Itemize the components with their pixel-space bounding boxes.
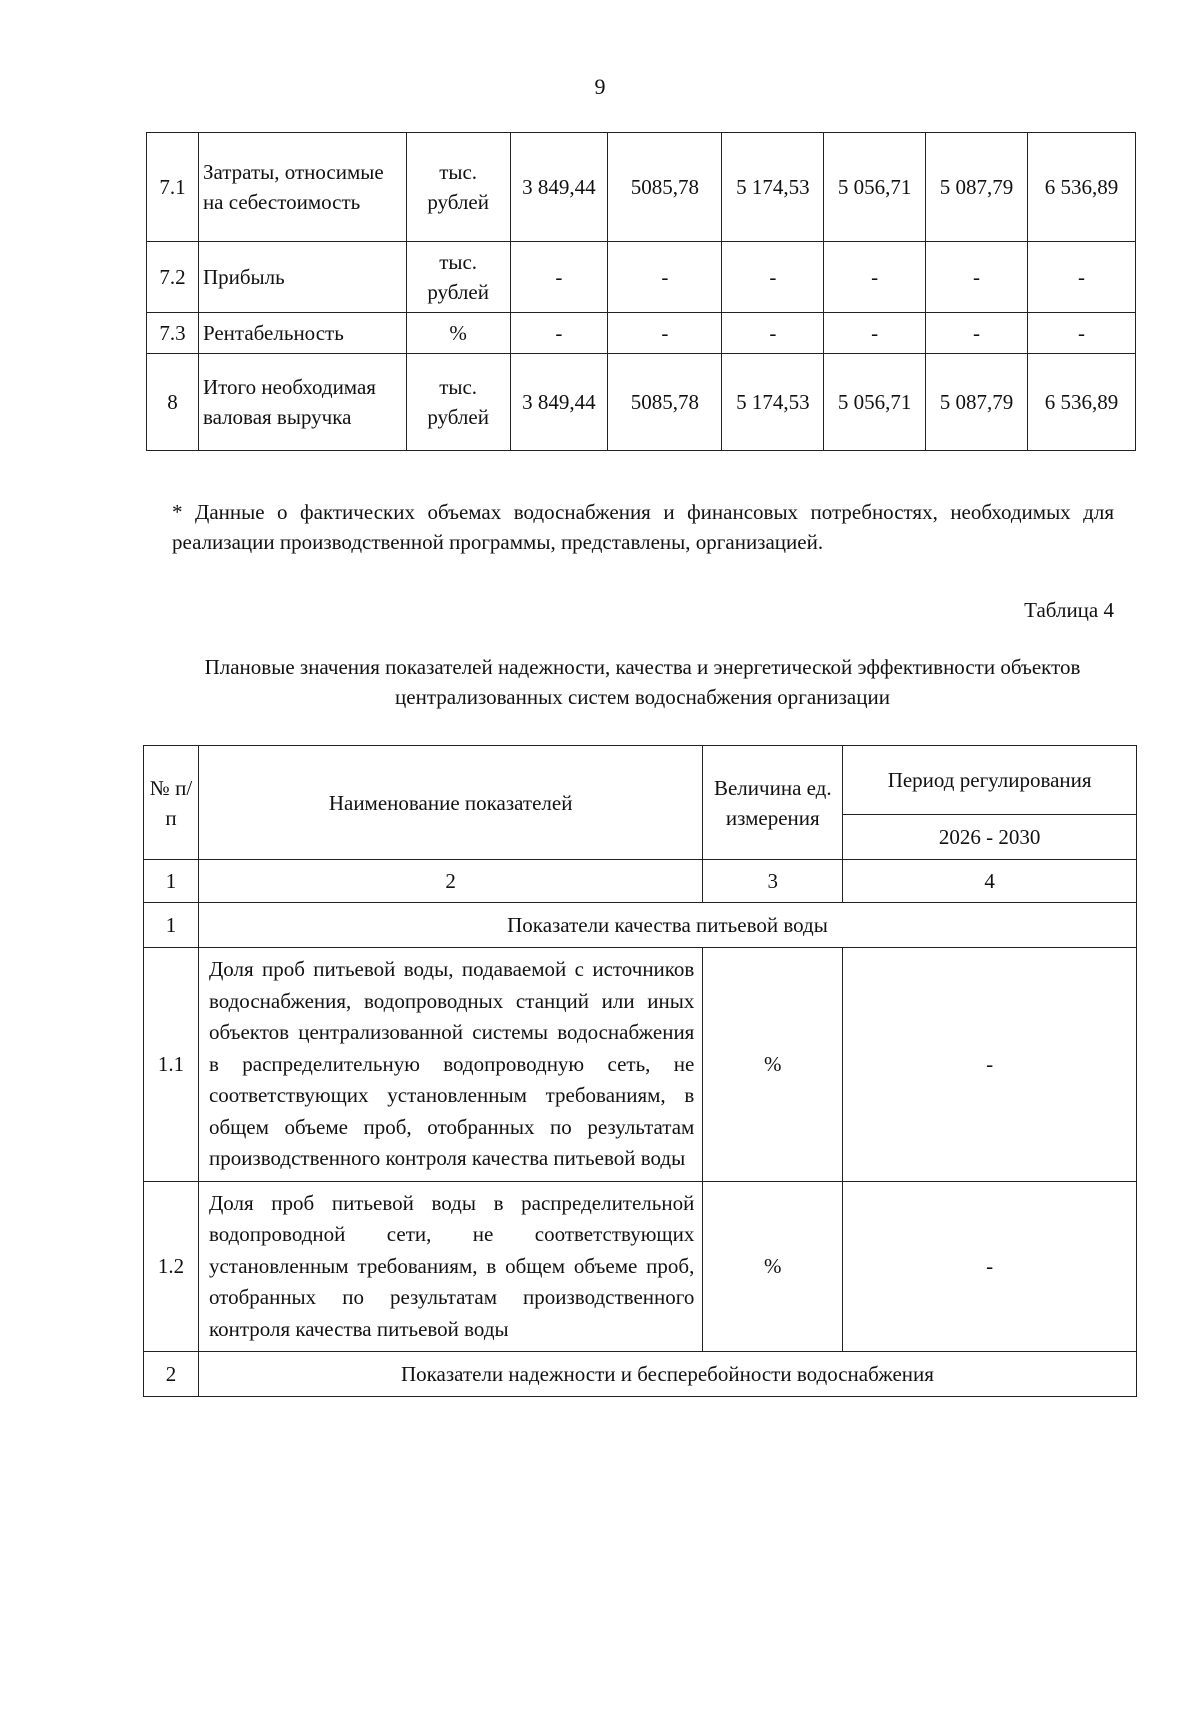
row-number: 7.1: [147, 133, 199, 242]
value-cell: 3 849,44: [510, 133, 608, 242]
row-label: Затраты, относимые на себестоимость: [198, 133, 406, 242]
row-unit: тыс. рублей: [406, 354, 510, 451]
value-cell: -: [1027, 313, 1135, 354]
value-cell: 6 536,89: [1027, 133, 1135, 242]
table-row: [147, 313, 1136, 354]
column-number: 4: [843, 860, 1137, 903]
row-label: Итого необходимая валовая выручка: [198, 354, 406, 451]
page-number: 9: [594, 74, 606, 99]
value-cell: 5 174,53: [722, 133, 824, 242]
value-cell: 5 087,79: [926, 133, 1028, 242]
value-cell: -: [510, 313, 608, 354]
column-number: 1: [144, 860, 199, 903]
value-cell: -: [608, 313, 722, 354]
value-cell: -: [722, 242, 824, 313]
table-row: [147, 133, 1136, 242]
table-label: Таблица 4: [1024, 598, 1114, 622]
value-cell: 5085,78: [608, 133, 722, 242]
value-cell: -: [926, 242, 1028, 313]
table-header-row: [144, 746, 1137, 815]
section-row: [144, 1352, 1137, 1397]
value-cell: 3 849,44: [510, 354, 608, 451]
table-row: [144, 948, 1137, 1182]
header-num: № п/п: [144, 746, 199, 860]
indicator-table: [143, 745, 1137, 1397]
value-cell: 5 056,71: [824, 133, 926, 242]
value-cell: -: [1027, 242, 1135, 313]
row-label: Прибыль: [198, 242, 406, 313]
column-number: 2: [198, 860, 702, 903]
section-title: Показатели надежности и бесперебойности водоснабжения: [198, 1352, 1136, 1397]
column-number: 3: [703, 860, 843, 903]
header-period-range: 2026 - 2030: [843, 815, 1137, 860]
value-cell: 6 536,89: [1027, 354, 1135, 451]
value-cell: -: [926, 313, 1028, 354]
row-number: 8: [147, 354, 199, 451]
table-row: [147, 242, 1136, 313]
row-unit: тыс. рублей: [406, 242, 510, 313]
cost-table: [146, 132, 1136, 451]
value-cell: 5085,78: [608, 354, 722, 451]
section-row: [144, 903, 1137, 948]
indicator-value: -: [843, 1181, 1137, 1352]
table-title: Плановые значения показателей надежности, качества и энергетической эффективности объектов централизованных систем водоснабжения организации: [204, 655, 1081, 709]
header-period: Период регулирования: [843, 746, 1137, 815]
footnote: * Данные о фактических объемах водоснабжения и финансовых потребностях, необходимых для реализации производственной программы, представлены, организацией.: [172, 500, 1114, 554]
indicator-name: Доля проб питьевой воды, подаваемой с источников водоснабжения, водопроводных станций или иных объектов централизованной системы водоснабжения в распределительную водопроводную сеть, не соответствующих установленным требованиям, в общем объеме проб, отобранных по результатам производственного контроля качества питьевой воды: [198, 948, 702, 1182]
value-cell: -: [824, 242, 926, 313]
column-number-row: [144, 860, 1137, 903]
value-cell: 5 174,53: [722, 354, 824, 451]
header-unit: Величина ед. измерения: [703, 746, 843, 860]
table-row: [144, 1181, 1137, 1352]
row-number: 1.1: [144, 948, 199, 1182]
row-number: 7.3: [147, 313, 199, 354]
section-number: 1: [144, 903, 199, 948]
value-cell: 5 056,71: [824, 354, 926, 451]
indicator-value: -: [843, 948, 1137, 1182]
value-cell: -: [722, 313, 824, 354]
row-unit: %: [406, 313, 510, 354]
header-name: Наименование показателей: [198, 746, 702, 860]
value-cell: 5 087,79: [926, 354, 1028, 451]
indicator-unit: %: [703, 1181, 843, 1352]
indicator-unit: %: [703, 948, 843, 1182]
section-number: 2: [144, 1352, 199, 1397]
value-cell: -: [510, 242, 608, 313]
table-row: [147, 354, 1136, 451]
section-title: Показатели качества питьевой воды: [198, 903, 1136, 948]
row-number: 7.2: [147, 242, 199, 313]
row-number: 1.2: [144, 1181, 199, 1352]
row-unit: тыс. рублей: [406, 133, 510, 242]
value-cell: -: [608, 242, 722, 313]
value-cell: -: [824, 313, 926, 354]
row-label: Рентабельность: [198, 313, 406, 354]
indicator-name: Доля проб питьевой воды в распределительной водопроводной сети, не соответствующих установленным требованиям, в общем объеме проб, отобранных по результатам производственного контроля качества питьевой воды: [198, 1181, 702, 1352]
